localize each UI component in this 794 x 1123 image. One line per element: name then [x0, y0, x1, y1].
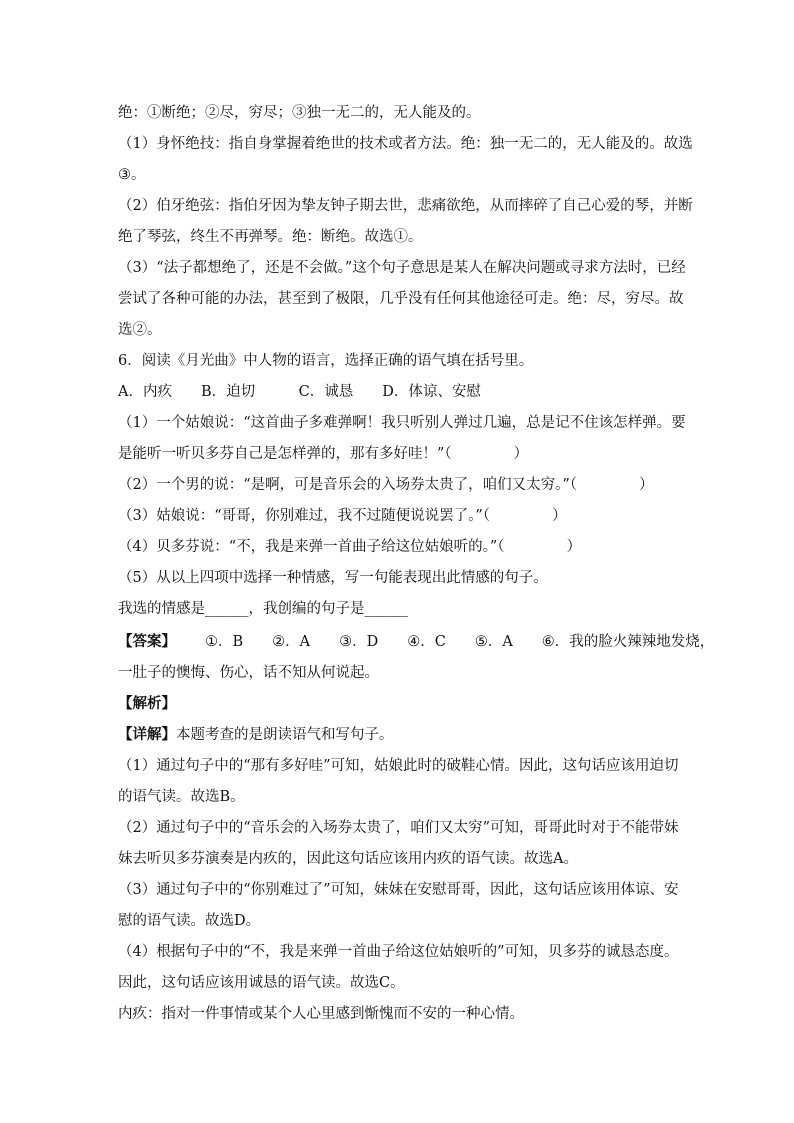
- answer-continuation: 一肚子的懊悔、伤心，话不知从何说起。: [118, 665, 379, 681]
- close-paren: ）: [552, 508, 567, 524]
- analysis-1-line-2: 的语气读。故选B。: [118, 789, 245, 805]
- close-paren: ）: [513, 446, 529, 462]
- analysis-1-line-1: （1）通过句子中的“那有多好哇”可知，姑娘此时的破鞋心情。因此，这句话应该用迫切: [118, 758, 679, 774]
- item-4-text: （4）贝多芬说：“不，我是来弹一首曲子给这位姑娘听的。”（: [118, 539, 505, 555]
- question-6-item-1-line-2: [118, 444, 528, 464]
- detail-row: [118, 725, 394, 745]
- question-6-item-3: [118, 506, 567, 526]
- analysis-4-line-1: （4）根据句子中的“不，我是来弹一首曲子给这位姑娘听的”可知，贝多芬的诚恳态度。: [118, 944, 679, 960]
- explanation-2-line-1: （2）伯牙绝弦：指伯牙因为挚友钟子期去世，悲痛欲绝，从而摔碎了自己心爱的琴，并断: [118, 198, 693, 214]
- question-6-item-5-blanks: 我选的情感是______，我创编的句子是______: [118, 601, 408, 617]
- answer-list: ①．B ②．A ③．D ④．C ⑤．A ⑥．我的脸火辣辣地发烧，: [205, 634, 715, 650]
- close-paren: ）: [639, 477, 654, 493]
- explanation-2-line-2: 绝了琴弦，终生不再弹琴。绝：断绝。故选①。: [118, 229, 423, 245]
- analysis-3-line-1: （3）通过句子中的“你别难过了”可知，妹妹在安慰哥哥，因此，这句话应该用体谅、安: [118, 882, 679, 898]
- analysis-4-line-2: 因此，这句话应该用诚恳的语气读。故选C。: [118, 975, 405, 991]
- question-6-title: 6．阅读《月光曲》中人物的语言，选择正确的语气填在括号里。: [118, 353, 534, 369]
- answer-heading: 【答案】: [118, 633, 176, 650]
- item-2-text: （2）一个男的说：“是啊，可是音乐会的入场券太贵了，咱们又太穷。”（: [118, 477, 578, 493]
- analysis-heading: 【解析】: [118, 695, 176, 712]
- question-6-item-4: [118, 537, 581, 557]
- question-6-item-5: （5）从以上四项中选择一种情感，写一句能表现出此情感的句子。: [118, 570, 548, 586]
- meaning-list: 绝：①断绝；②尽，穷尽；③独一无二的，无人能及的。: [118, 105, 481, 121]
- detail-text: 本题考查的是朗读语气和写句子。: [176, 727, 394, 743]
- definition-neijiu: 内疚：指对一件事情或某个人心里感到惭愧而不安的一种心情。: [118, 1006, 524, 1022]
- detail-heading: 【详解】: [118, 726, 176, 743]
- question-6-item-1-line-1: （1）一个姑娘说：“这首曲子多难弹啊！我只听别人弹过几遍，总是记不住该怎样弹。要: [118, 415, 686, 431]
- item-1-text: 是能听一听贝多芬自己是怎样弹的，那有多好哇！”（: [118, 446, 452, 462]
- question-6-options: A．内疚 B．迫切 C．诚恳 D．体谅、安慰: [118, 384, 481, 400]
- item-3-text: （3）姑娘说：“哥哥，你别难过，我不过随便说说罢了。”（: [118, 508, 491, 524]
- explanation-1-line-2: ③。: [118, 167, 146, 183]
- close-paren: ）: [566, 539, 582, 555]
- analysis-2-line-1: （2）通过句子中的“音乐会的入场券太贵了，咱们又太穷”可知，哥哥此时对于不能带妹: [118, 820, 679, 836]
- analysis-2-line-2: 妹去听贝多芬演奏是内疚的，因此这句话应该用内疚的语气读。故选A。: [118, 851, 578, 867]
- analysis-3-line-2: 慰的语气读。故选D。: [118, 913, 261, 929]
- explanation-3-line-2: 尝试了各种可能的办法，甚至到了极限，几乎没有任何其他途径可走。绝：尽，穷尽。故: [118, 291, 684, 307]
- explanation-3-line-3: 选②。: [118, 322, 162, 338]
- explanation-3-line-1: （3）“法子都想绝了，还是不会做。”这个句子意思是某人在解决问题或寻求方法时，已经: [118, 260, 686, 276]
- explanation-1-line-1: （1）身怀绝技：指自身掌握着绝世的技术或者方法。绝：独一无二的，无人能及的。故选: [118, 136, 693, 152]
- answer-row: [118, 632, 714, 652]
- question-6-item-2: [118, 475, 654, 495]
